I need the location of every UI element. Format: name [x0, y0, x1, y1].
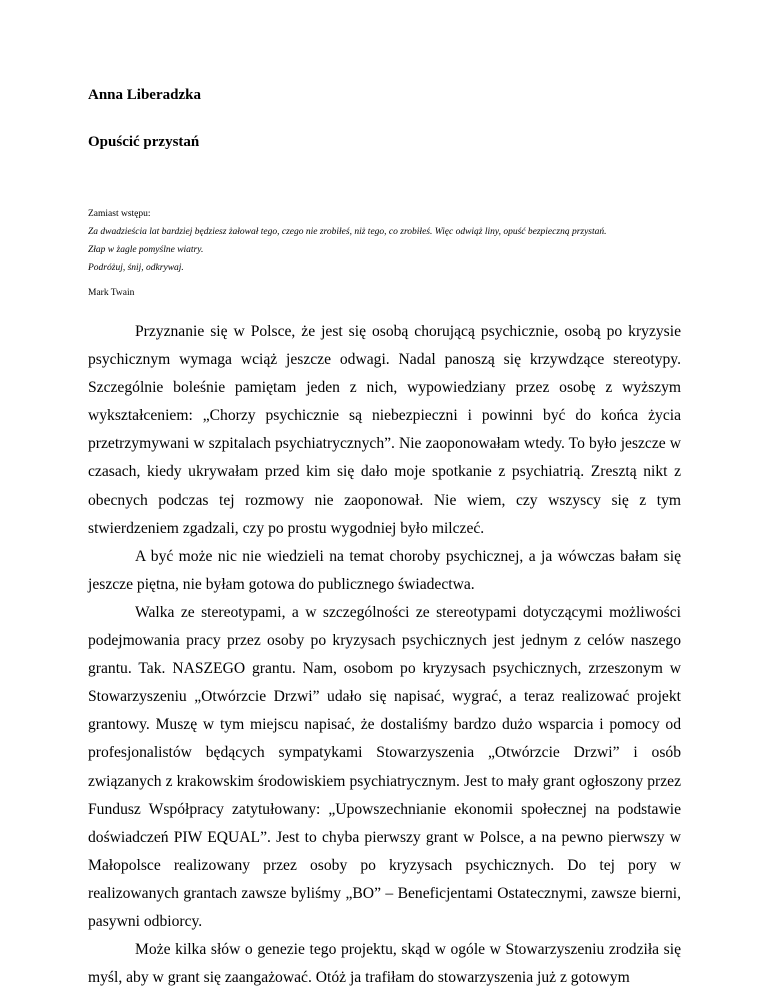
- paragraph: Może kilka słów o genezie tego projektu, skąd w ogóle w Stowarzyszeniu zrodziła się myśl, aby w grant się zaangażować. Otóż ja trafiłam do stowarzyszenia już z gotowym: [88, 941, 681, 987]
- epigraph-line: Za dwadzieścia lat bardziej będziesz żałował tego, czego nie zrobiłeś, niż tego, co zrobiłeś. Więc odwiąż liny, opuść bezpieczną przystań.: [88, 227, 607, 237]
- author-name: Anna Liberadzka: [88, 87, 201, 103]
- body-text: [88, 318, 681, 992]
- paragraph: Przyznanie się w Polsce, że jest się osobą chorującą psychicznie, osobą po kryzysie psychicznym wymaga wciąż jeszcze odwagi. Nadal panoszą się krzywdzące stereotypy. Szczególnie boleśnie pamiętam jeden z nich, wypowiedziany przez osobę z wyższym wykształceniem: „Chorzy psychicznie są niebezpieczni i powinni być do końca życia przetrzymywani w szpitalach psychiatrycznych”. Nie zaoponowałam wtedy. To było jeszcze w czasach, kiedy ukrywałam przed kim się dało moje spotkanie z psychiatrią. Zresztą nikt z obecnych podczas tej rozmowy nie zaoponował. Nie wiem, czy wszyscy się z tym stwierdzeniem zgadzali, czy po prostu wygodniej było milczeć.: [88, 323, 681, 537]
- document-title: Opuścić przystań: [88, 134, 200, 150]
- epigraph: [88, 205, 688, 277]
- epigraph-line: Złap w żagle pomyślne wiatry.: [88, 245, 204, 255]
- paragraph: Walka ze stereotypami, a w szczególności ze stereotypami dotyczącymi możliwości podejmowania pracy przez osoby po kryzysach psychicznych jest jednym z celów naszego grantu. Tak. NASZEGO grantu. Nam, osobom po kryzysach psychicznych, zrzeszonym w Stowarzyszeniu „Otwórzcie Drzwi” udało się napisać, wygrać, a teraz realizować projekt grantowy. Muszę w tym miejscu napisać, że dostaliśmy bardzo dużo wsparcia i pomocy od profesjonalistów będących sympatykami Stowarzyszenia „Otwórzcie Drzwi” i osób związanych z krakowskim środowiskiem psychiatrycznym. Jest to mały grant ogłoszony przez Fundusz Współpracy zatytułowany: „Upowszechnianie ekonomii społecznej na podstawie doświadczeń PIW EQUAL”. Jest to chyba pierwszy grant w Polsce, a na pewno pierwszy w Małopolsce realizowany przez osoby po kryzysach psychicznych. Do tej pory w realizowanych grantach zawsze byliśmy „BO” – Beneficjentami Ostatecznymi, zawsze bierni, pasywni odbiorcy.: [88, 603, 681, 930]
- epigraph-line: Podróżuj, śnij, odkrywaj.: [88, 263, 184, 273]
- paragraph: A być może nic nie wiedzieli na temat choroby psychicznej, a ja wówczas bałam się jeszcze piętna, nie byłam gotowa do publicznego świadectwa.: [88, 547, 681, 593]
- epigraph-intro: Zamiast wstępu:: [88, 209, 151, 219]
- epigraph-author: Mark Twain: [88, 288, 135, 298]
